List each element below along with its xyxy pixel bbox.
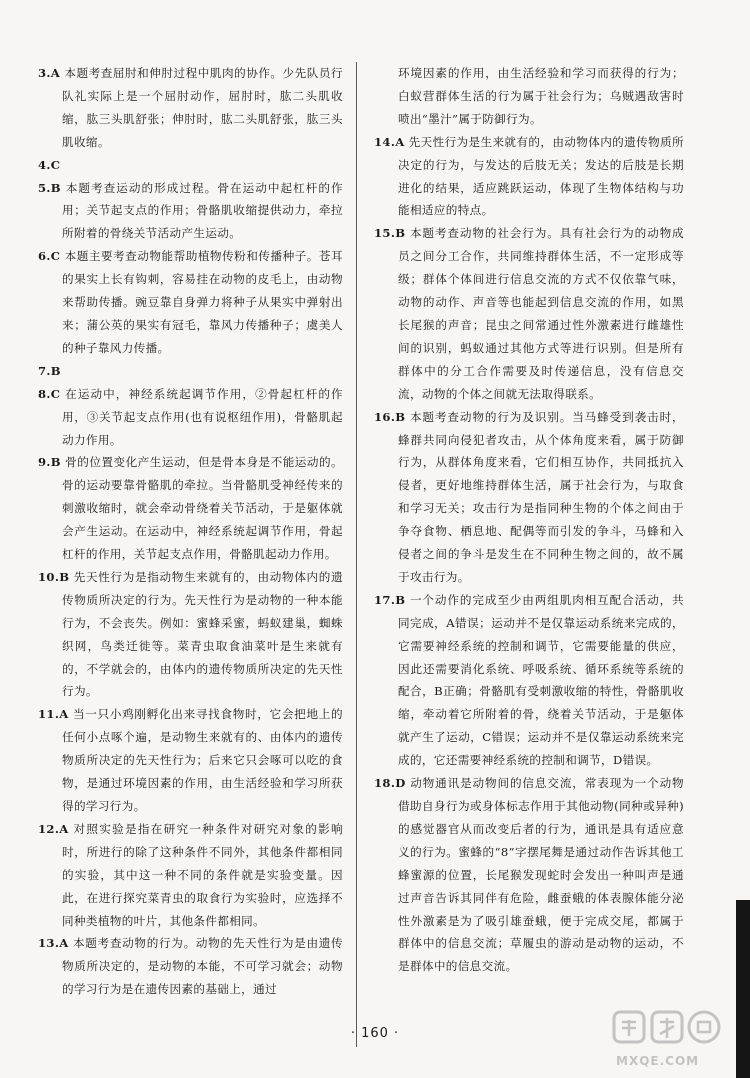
answer-explanation: 当一只小鸡刚孵化出来寻找食物时，它会把地上的任何小点啄个遍，是动物生来就有的、由体内的遗传物质所决定的先天性行为；后来它只会啄可以吃的食物，是通过环境因素的作用，由生活经验和学习所获得的学习行为。	[62, 707, 343, 813]
answer-number: 5.B	[38, 180, 61, 195]
answer-item	[38, 383, 343, 452]
answer-item	[38, 360, 343, 383]
answer-number: 14.A	[374, 134, 405, 149]
answer-explanation: 先天性行为是指动物生来就有的，由动物体内的遗传物质所决定的行为。先天性行为是动物的一种本能行为，不会丧失。例如：蜜蜂采蜜，蚂蚁建巢，蜘蛛织网，鸟类迁徙等。菜青虫取食油菜叶是生来就有的，不学就会的，由体内的遗传物质所决定的先天性行为。	[62, 569, 344, 699]
answer-item	[374, 131, 684, 223]
site-watermark	[610, 1008, 728, 1070]
answer-number: 18.D	[374, 776, 406, 791]
answer-explanation: 一个动作的完成至少由两组肌肉相互配合活动，共同完成，A错误；运动并不是仅靠运动系统来完成的，它需要神经系统的控制和调节，它需要能量的供应，因此还需要消化系统、呼吸系统、循环系统等系统的配合，B正确；骨骼肌有受刺激收缩的特性，骨骼肌收缩，牵动着它所附着的骨，绕着关节活动，于是躯体就产生了运动，C错误；运动并不是仅靠运动系统来完成的，它还需要神经系统的控制和调节，D错误。	[398, 592, 684, 768]
answer-number: 13.A	[38, 936, 69, 951]
answer-number: 7.B	[38, 363, 61, 378]
answer-item	[38, 818, 343, 933]
answer-item	[38, 62, 343, 154]
answer-number: 4.C	[38, 157, 61, 172]
left-column	[38, 62, 343, 1001]
answer-explanation: 本题考查动物的行为。动物的先天性行为是由遗传物质所决定的，是动物的本能，不可学习就会；动物的学习行为是在遗传因素的基础上，通过	[62, 936, 343, 997]
answer-item	[38, 154, 343, 177]
answer-number: 16.B	[374, 409, 406, 424]
answer-item	[38, 245, 343, 360]
continuation-text: 环境因素的作用，由生活经验和学习而获得的行为；白蚁营群体生活的行为属于社会行为；乌贼遇敌害时喷出“墨汁”属于防御行为。	[398, 66, 684, 126]
answer-item	[374, 772, 684, 978]
answer-item	[38, 932, 343, 1001]
page-edge-shadow	[736, 900, 750, 1078]
answer-explanation: 先天性行为是生来就有的，由动物体内的遗传物质所决定的行为，与发达的后肢无关；发达的后肢是长期进化的结果，适应跳跃运动，体现了生物体结构与功能相适应的特点。	[398, 134, 684, 218]
right-answer-list	[374, 131, 684, 979]
column-divider	[356, 62, 357, 1047]
answer-explanation: 本题考查动物的社会行为。具有社会行为的动物成员之间分工合作，共同维持群体生活，不一定形成等级；群体个体间进行信息交流的方式不仅依靠气味，动物的动作、声音等也能起到信息交流的作用，如黑长尾猴的声音；昆虫之间常通过性外激素进行雌雄性间的识别，蚂蚁通过其他方式等进行识别。但是所有群体中的分工合作需要及时传递信息，没有信息交流，动物的个体之间就无法取得联系。	[398, 226, 684, 401]
answer-number: 6.C	[38, 249, 61, 264]
page-number: · 160 ·	[350, 1026, 400, 1041]
answer-number: 9.B	[38, 455, 61, 470]
answer-explanation: 对照实验是指在研究一种条件对研究对象的影响时，所进行的除了这种条件不同外，其他条件都相同的实验，其中这一种不同的条件就是实验变量。因此，在进行探究菜青虫的取食行为实验时，应选择不同种类植物的叶片，其他条件都相同。	[62, 821, 343, 928]
watermark-text: MXQE.COM	[616, 1054, 700, 1068]
answer-number: 3.A	[38, 66, 61, 80]
answer-explanation: 本题考查运动的形成过程。骨在运动中起杠杆的作用；关节起支点的作用；骨骼肌收缩提供动力，牵拉所附着的骨绕关节活动产生运动。	[62, 180, 343, 241]
right-column	[374, 62, 684, 978]
answer-item	[374, 589, 684, 772]
answer-number: 12.A	[38, 821, 69, 836]
answer-explanation: 本题主要考查动物能帮助植物传粉和传播种子。苍耳的果实上长有钩刺，容易挂在动物的皮毛上，由动物来帮助传播。豌豆靠自身弹力将种子从果实中弹射出来；蒲公英的果实有冠毛，靠风力传播种子；虞美人的种子靠风力传播。	[62, 249, 343, 355]
answer-number: 10.B	[38, 569, 70, 584]
answer-number: 17.B	[374, 592, 406, 607]
answer-item	[374, 222, 684, 405]
answer-item	[38, 177, 343, 246]
answer-explanation: 本题考查动物的行为及识别。当马蜂受到袭击时，蜂群共同向侵犯者攻击，从个体角度来看，属于防御行为，从群体角度来看，它们相互协作，共同抵抗入侵者，更好地维持群体生活，属于社会行为，与取食和学习无关；攻击行为是指同种生物的个体之间由于争夺食物、栖息地、配偶等而引发的争斗，马蜂和入侵者之间的争斗是发生在不同种生物之间的，故不属于攻击行为。	[398, 409, 684, 584]
answer-explanation: 动物通讯是动物间的信息交流，常表现为一个动物借助自身行为或身体标志作用于其他动物(同种或异种)的感觉器官从而改变后者的行为，通讯是具有适应意义的行为。蜜蜂的“8”字摆尾舞是通过动作告诉其他工蜂蜜源的位置，长尾猴发现蛇时会发出一种叫声是通过声音告诉其同伴有危险，雌蚕蛾的体表腺体能分泌性外激素是为了吸引雄蚕蛾，便于完成交尾，都属于群体中的信息交流；草履虫的游动是动物的运动，不是群体中的信息交流。	[398, 776, 684, 974]
answer-item	[38, 703, 343, 818]
answer-explanation: 在运动中，神经系统起调节作用，②骨起杠杆的作用，③关节起支点作用(也有说枢纽作用)，骨骼肌起动力作用。	[62, 386, 343, 447]
answer-explanation: 骨的位置变化产生运动，但是骨本身是不能运动的。骨的运动要靠骨骼肌的牵拉。当骨骼肌受神经传来的刺激收缩时，就会牵动骨绕着关节活动，于是躯体就会产生运动。在运动中，神经系统起调节作用，骨起杠杆的作用，关节起支点作用，骨骼肌起动力作用。	[62, 455, 343, 562]
answer-number: 11.A	[38, 707, 69, 722]
answer-explanation: 本题考查屈肘和伸肘过程中肌肉的协作。少先队员行队礼实际上是一个屈肘动作，屈肘时，肱二头肌收缩，肱三头肌舒张；伸肘时，肱二头肌舒张，肱三头肌收缩。	[62, 66, 343, 149]
answer-number: 8.C	[38, 386, 61, 401]
left-answer-list	[38, 62, 343, 1001]
answer-item	[38, 566, 343, 703]
watermark-logo-icon	[610, 1008, 728, 1050]
answer-item	[38, 451, 343, 566]
answer-number: 15.B	[374, 226, 406, 241]
answer-item	[374, 406, 684, 589]
